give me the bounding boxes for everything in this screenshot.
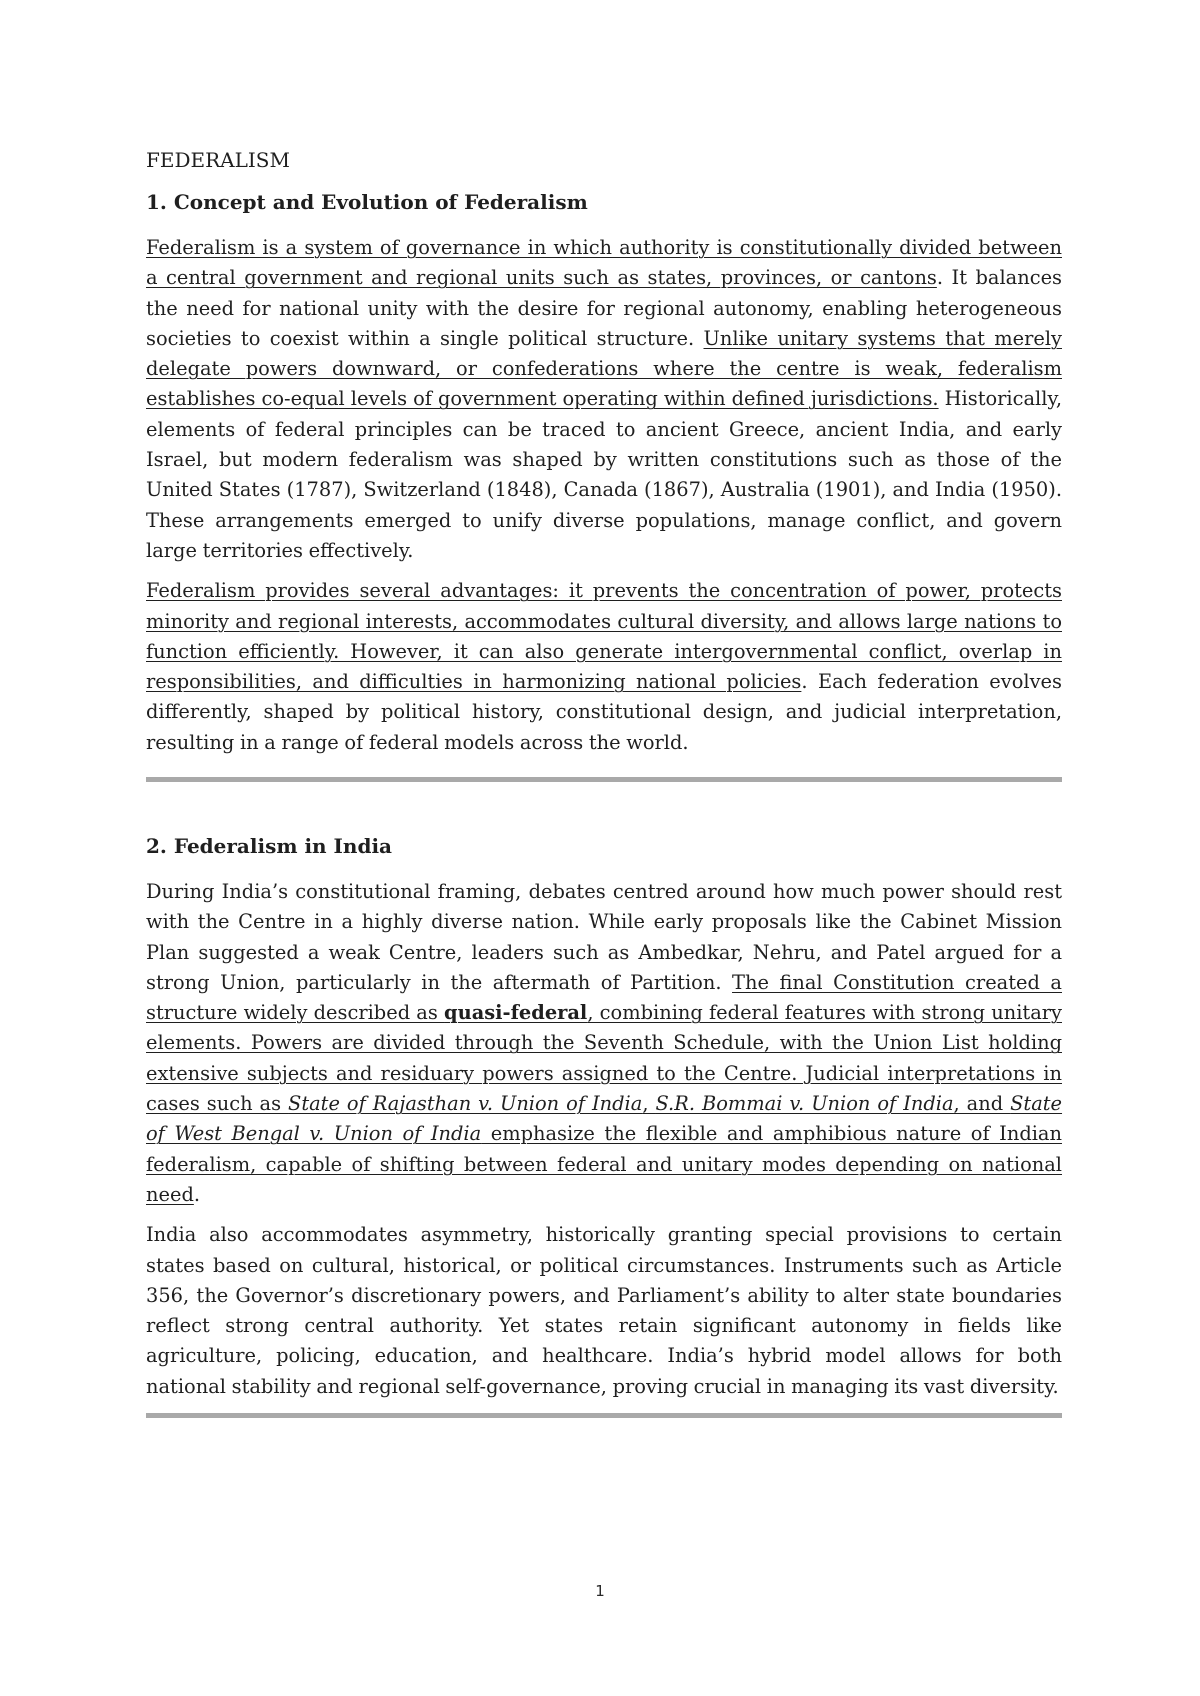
underlined-text: , combining federal features with strong unitary elements. Powers are divided through the Seventh Schedule, with the Union List holding extensive subjects and residuary powers assigned to the Centre. Judicial interpretations in cases such as (146, 1001, 1062, 1116)
section-heading: 1. Concept and Evolution of Federalism (146, 190, 588, 214)
page-number: 1 (595, 1582, 605, 1600)
underlined-text: Federalism is a system of governance in which authority is constitutionally divided between a central government and regional units such as states, provinces, or cantons (146, 236, 1062, 290)
body-text: Historically, elements of federal principles can be traced to ancient Greece, ancient India, and early Israel, but modern federalism was shaped by written constitutions such as those of the United States (1787), Switzerland (1848), Canada (1867), Australia (1901), and India (1950). These arrangements emerged to unify diverse populations, manage conflict, and govern large territories effectively. (146, 387, 1062, 562)
paragraph (146, 877, 1062, 1210)
underlined-text: , (642, 1092, 656, 1116)
document-title: FEDERALISM (146, 148, 290, 172)
paragraph (146, 576, 1062, 758)
body-text: . (193, 1182, 201, 1206)
section-heading: 2. Federalism in India (146, 834, 392, 858)
case-citation: State of Rajasthan v. Union of India (288, 1092, 643, 1116)
body-text: . It balances the need for national unity with the desire for regional autonomy, enabling heterogeneous societies to coexist within a single political structure. (146, 266, 1062, 350)
case-citation: State of West Bengal v. Union of India (146, 1092, 1063, 1146)
body-text: During India’s constitutional framing, debates centred around how much power should rest with the Centre in a highly diverse nation. While early proposals like the Cabinet Mission Plan suggested a weak Centre, leaders such as Ambedkar, Nehru, and Patel argued for a strong Union, particularly in the aftermath of Partition. (146, 880, 1062, 994)
underlined-text: emphasize the flexible and amphibious nature of Indian federalism, capable of shifting between federal and unitary modes depending on national need (146, 1122, 1062, 1206)
section-divider (146, 1413, 1062, 1418)
underlined-text: , and (953, 1092, 1011, 1116)
underlined-text: Federalism provides several advantages: it prevents the concentration of power, protects minority and regional interests, accommodates cultural diversity, and allows large nations to function efficiently. However, it can also generate intergovernmental conflict, overlap in responsibilities, and difficulties in harmonizing national policies (146, 579, 1062, 694)
underlined-text: Unlike unitary systems that merely delegate powers downward, or confederations where the centre is weak, federalism establishes co-equal levels of government operating within defined jurisdictions. (146, 326, 1062, 411)
paragraph (146, 233, 1062, 566)
body-text: . Each federation evolves differently, shaped by political history, constitutional design, and judicial interpretation, resulting in a range of federal models across the world. (146, 670, 1062, 754)
bold-term: quasi-federal (444, 1001, 588, 1025)
underlined-text: The final Constitution created a structure widely described as (146, 970, 1062, 1025)
paragraph (146, 1220, 1062, 1402)
body-text: India also accommodates asymmetry, historically granting special provisions to certain states based on cultural, historical, or political circumstances. Instruments such as Article 356, the Governor’s discretionary powers, and Parliament’s ability to alter state boundaries reflect strong central authority. Yet states retain significant autonomy in fields like agriculture, policing, education, and healthcare. India’s hybrid model allows for both national stability and regional self-governance, proving crucial in managing its vast diversity. (146, 1223, 1062, 1398)
section-federalism-india (146, 832, 1062, 1402)
section-concept-evolution (146, 188, 1062, 758)
section-divider (146, 777, 1062, 782)
case-citation: S.R. Bommai v. Union of India (655, 1092, 954, 1116)
